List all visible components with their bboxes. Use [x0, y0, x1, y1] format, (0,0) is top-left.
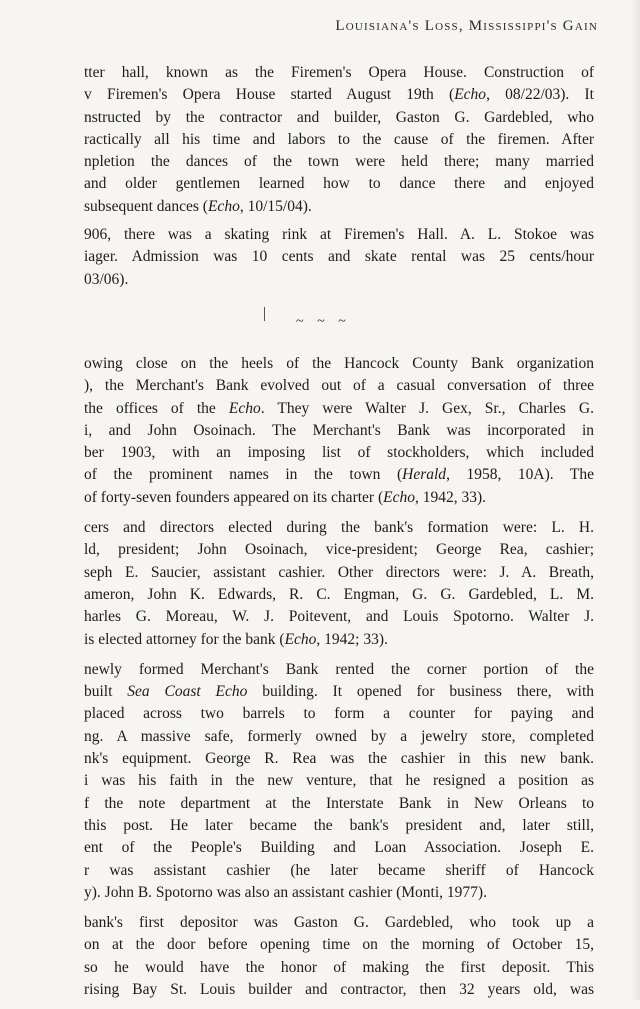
- text-line: subsequent dances (Echo, 10/15/04).: [84, 197, 312, 215]
- text-line: ameron, John K. Edwards, R. C. Engman, G. G. Gardebled, L. M.: [84, 585, 594, 603]
- text-line: so he would have the honor of making the first deposit. This: [84, 958, 594, 976]
- text-line: this post. He later became the bank's president and, later still,: [84, 816, 594, 834]
- paragraph-bank-premises: [84, 659, 594, 904]
- paragraph-skating-rink: [84, 224, 594, 291]
- text-line: ng. A massive safe, formerly owned by a jewelry store, completed: [84, 727, 594, 745]
- section-separator: [84, 305, 594, 341]
- paragraph-firemens-opera-house: [84, 62, 594, 218]
- text-line: i, and John Osoinach. The Merchant's Bank was incorporated in: [84, 421, 594, 439]
- text-line: nk's equipment. George R. Rea was the cashier in this new bank.: [84, 750, 594, 768]
- text-line: ld, president; John Osoinach, vice-president; George Rea, cashier;: [84, 541, 594, 559]
- text-line: npletion the dances of the town were held there; many married: [84, 153, 594, 171]
- separator-tildes: ~ ~ ~: [296, 313, 351, 329]
- text-line: 03/06).: [84, 270, 129, 288]
- text-line: of the prominent names in the town (Herald, 1958, 10A). The: [84, 466, 594, 484]
- text-line: tter hall, known as the Firemen's Opera House. Construction of: [84, 64, 594, 81]
- paragraph-merchants-bank-origin: [84, 353, 594, 509]
- body-text: [84, 62, 594, 1009]
- text-line: the offices of the Echo. They were Walter J. Gex, Sr., Charles G.: [84, 399, 594, 417]
- text-line: ), the Merchant's Bank evolved out of a casual conversation of three: [84, 377, 594, 395]
- text-line: owing close on the heels of the Hancock County Bank organization: [84, 354, 594, 372]
- paragraph-first-depositor: [84, 912, 594, 1001]
- running-head: Louisiana's Loss, Mississippi's Gain: [335, 18, 598, 34]
- text-line: nstructed by the contractor and builder, Gaston G. Gardebled, who: [84, 108, 594, 126]
- page-edge-shadow: [630, 0, 640, 1000]
- text-line: on at the door before opening time on the morning of October 15,: [84, 936, 594, 954]
- paragraph-officers-directors: [84, 517, 594, 651]
- text-line: cers and directors elected during the bank's formation were: L. H.: [84, 519, 594, 537]
- text-line: harles G. Moreau, W. J. Poitevent, and Louis Spotorno. Walter J.: [84, 608, 594, 626]
- text-line: newly formed Merchant's Bank rented the corner portion of the: [84, 660, 594, 678]
- text-line: seph E. Saucier, assistant cashier. Other directors were: J. A. Breath,: [84, 563, 594, 581]
- text-line: ractically all his time and labors to the cause of the firemen. After: [84, 130, 594, 148]
- text-line: f the note department at the Interstate Bank in New Orleans to: [84, 794, 594, 812]
- text-line: built Sea Coast Echo building. It opened for business there, with: [84, 683, 594, 701]
- text-line: r was assistant cashier (he later became sheriff of Hancock: [84, 861, 594, 879]
- text-line: i was his faith in the new venture, that he resigned a position as: [84, 772, 594, 790]
- text-line: ent of the People's Building and Loan Association. Joseph E.: [84, 839, 594, 857]
- text-line: bank's first depositor was Gaston G. Gardebled, who took up a: [84, 914, 594, 932]
- text-line: v Firemen's Opera House started August 19th (Echo, 08/22/03). It: [84, 86, 594, 104]
- text-line: y). John B. Spotorno was also an assistant cashier (Monti, 1977).: [84, 883, 487, 901]
- text-line: is elected attorney for the bank (Echo, 1942; 33).: [84, 630, 388, 648]
- text-line: ber 1903, with an imposing list of stockholders, which included: [84, 444, 594, 462]
- text-line: rising Bay St. Louis builder and contractor, then 32 years old, was: [84, 980, 594, 998]
- text-line: of forty-seven founders appeared on its charter (Echo, 1942, 33).: [84, 488, 487, 506]
- text-line: 906, there was a skating rink at Firemen's Hall. A. L. Stokoe was: [84, 226, 594, 244]
- text-line: and older gentlemen learned how to dance there and enjoyed: [84, 175, 594, 193]
- margin-mark: [264, 307, 265, 321]
- text-line: placed across two barrels to form a counter for paying and: [84, 705, 594, 723]
- text-line: iager. Admission was 10 cents and skate rental was 25 cents/hour: [84, 248, 594, 266]
